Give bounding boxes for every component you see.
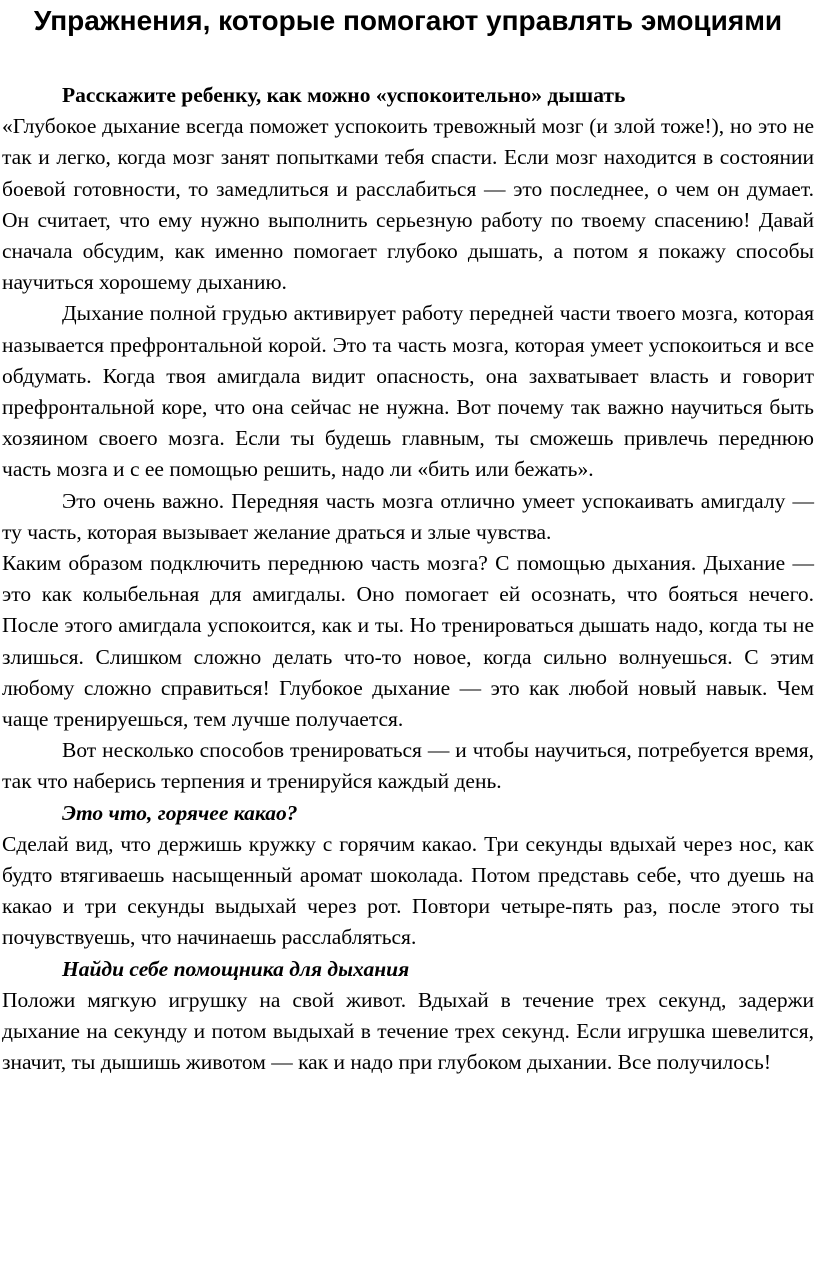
spacer [2, 38, 814, 80]
paragraph: Положи мягкую игрушку на свой живот. Вдыхай в течение трех секунд, задержи дыхание на секунду и потом выдыхай в течение трех секунд. Если игрушка шевелится, значит, ты дышишь животом — как и надо при глубоком дыхании. Все получилось! [2, 987, 814, 1075]
section-breathing-helper [2, 954, 814, 1079]
paragraph: Вот несколько способов тренироваться — и чтобы научиться, потребуется время, так что наберись терпения и тренируйся каждый день. [2, 738, 814, 794]
section-heading: Найди себе помощника для дыхания [62, 956, 410, 981]
paragraph: Это очень важно. Передняя часть мозга отлично умеет успокаивать амигдалу — ту часть, которая вызывает желание драться и злые чувства. [2, 488, 814, 544]
paragraph: Дыхание полной грудью активирует работу передней части твоего мозга, которая называется префронтальной корой. Это та часть мозга, которая умеет успокоиться и все обдумать. Когда твоя амигдала видит опасность, она захватывает власть и говорит префронтальной коре, что она сейчас не нужна. Вот почему так важно научиться быть хозяином своего мозга. Если ты будешь главным, ты сможешь привлечь переднюю часть мозга и с ее помощью решить, надо ли «бить или бежать». [2, 301, 814, 482]
section-hot-cocoa [2, 798, 814, 954]
paragraph: Каким образом подключить переднюю часть мозга? С помощью дыхания. Дыхание — это как колыбельная для амигдалы. Оно помогает ей осознать, что бояться нечего. После этого амигдала успокоится, как и ты. Но тренироваться дышать надо, когда ты не злишься. Слишком сложно делать что-то новое, когда сильно волнуешься. С этим любому сложно справиться! Глубокое дыхание — это как любой новый навык. Чем чаще тренируешься, тем лучше получается. [2, 551, 814, 732]
page-title: Упражнения, которые помогают управлять эмоциями [33, 5, 783, 36]
section-breathing [2, 80, 814, 798]
section-heading: Расскажите ребенку, как можно «успокоительно» дышать [62, 83, 626, 107]
section-heading: Это что, горячее какао? [62, 800, 298, 825]
paragraph: Сделай вид, что держишь кружку с горячим какао. Три секунды вдыхай через нос, как будто втягиваешь насыщенный аромат шоколада. Потом представь себе, что дуешь на какао и три секунды выдыхай через рот. Повтори четыре-пять раз, после этого ты почувствуешь, что начинаешь расслабляться. [2, 831, 814, 950]
paragraph: «Глубокое дыхание всегда поможет успокоить тревожный мозг (и злой тоже!), но это не так и легко, когда мозг занят попытками тебя спасти. Если мозг находится в состоянии боевой готовности, то замедлиться и расслабиться — это последнее, о чем он думает. Он считает, что ему нужно выполнить серьезную работу по твоему спасению! Давай сначала обсудим, как именно помогает глубоко дышать, а потом я покажу способы научиться хорошему дыханию. [2, 114, 814, 295]
